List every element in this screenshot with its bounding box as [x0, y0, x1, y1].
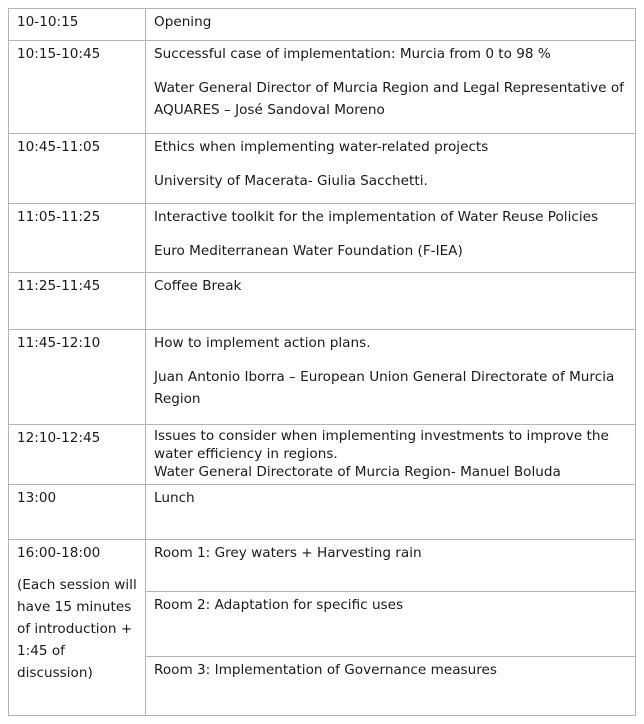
- time-cell: 11:45-12:10: [9, 330, 146, 424]
- table-row-parallel-sessions: [8, 540, 636, 716]
- time-cell: 12:10-12:45: [9, 425, 146, 484]
- table-row: [8, 330, 636, 425]
- time-cell: 13:00: [9, 485, 146, 539]
- session-title: Ethics when implementing water-related projects: [154, 139, 489, 155]
- session-speaker: Water General Director of Murcia Region and Legal Representative of AQUARES – José Sandoval Moreno: [154, 80, 624, 118]
- session-cell: [146, 134, 635, 203]
- session-cell: [146, 485, 635, 539]
- session-speaker: Juan Antonio Iborra – European Union General Directorate of Murcia Region: [154, 369, 615, 407]
- session-title: How to implement action plans.: [154, 335, 371, 351]
- room-item: Room 3: Implementation of Governance measures: [146, 656, 635, 715]
- table-row: [8, 425, 636, 485]
- session-cell: [146, 204, 635, 272]
- session-title: Lunch: [154, 490, 195, 506]
- session-title: Issues to consider when implementing investments to improve the water efficiency in regions.: [154, 428, 609, 462]
- session-note: (Each session will have 15 minutes of introduction + 1:45 of discussion): [17, 577, 137, 681]
- session-speaker: Euro Mediterranean Water Foundation (F-IEA): [154, 243, 463, 259]
- time-cell: 11:05-11:25: [9, 204, 146, 272]
- time-cell: 10:15-10:45: [9, 41, 146, 133]
- session-title: Interactive toolkit for the implementation of Water Reuse Policies: [154, 209, 599, 225]
- room-item: Room 2: Adaptation for specific uses: [146, 591, 635, 656]
- table-row: [8, 204, 636, 273]
- session-speaker: University of Macerata- Giulia Sacchetti.: [154, 173, 428, 189]
- table-row: [8, 41, 636, 134]
- session-title: Coffee Break: [154, 278, 242, 294]
- session-cell: [146, 425, 635, 484]
- time-cell: 10:45-11:05: [9, 134, 146, 203]
- session-time: 16:00-18:00: [17, 545, 101, 561]
- table-row: [8, 134, 636, 204]
- time-cell: 10-10:15: [9, 9, 146, 40]
- room-item: Room 1: Grey waters + Harvesting rain: [154, 545, 422, 561]
- table-row: [8, 8, 636, 41]
- table-row: [8, 485, 636, 540]
- session-cell: [146, 9, 635, 40]
- time-cell: 11:25-11:45: [9, 273, 146, 329]
- session-cell: [146, 330, 635, 424]
- session-cell: [146, 41, 635, 133]
- session-title: Successful case of implementation: Murcia from 0 to 98 %: [154, 46, 551, 62]
- session-speaker: Water General Directorate of Murcia Region- Manuel Boluda: [154, 464, 561, 480]
- time-cell: [9, 540, 146, 715]
- session-title: Opening: [154, 14, 212, 30]
- session-cell: [146, 273, 635, 329]
- schedule-table: [8, 8, 636, 716]
- table-row: [8, 273, 636, 330]
- rooms-cell: [146, 540, 635, 715]
